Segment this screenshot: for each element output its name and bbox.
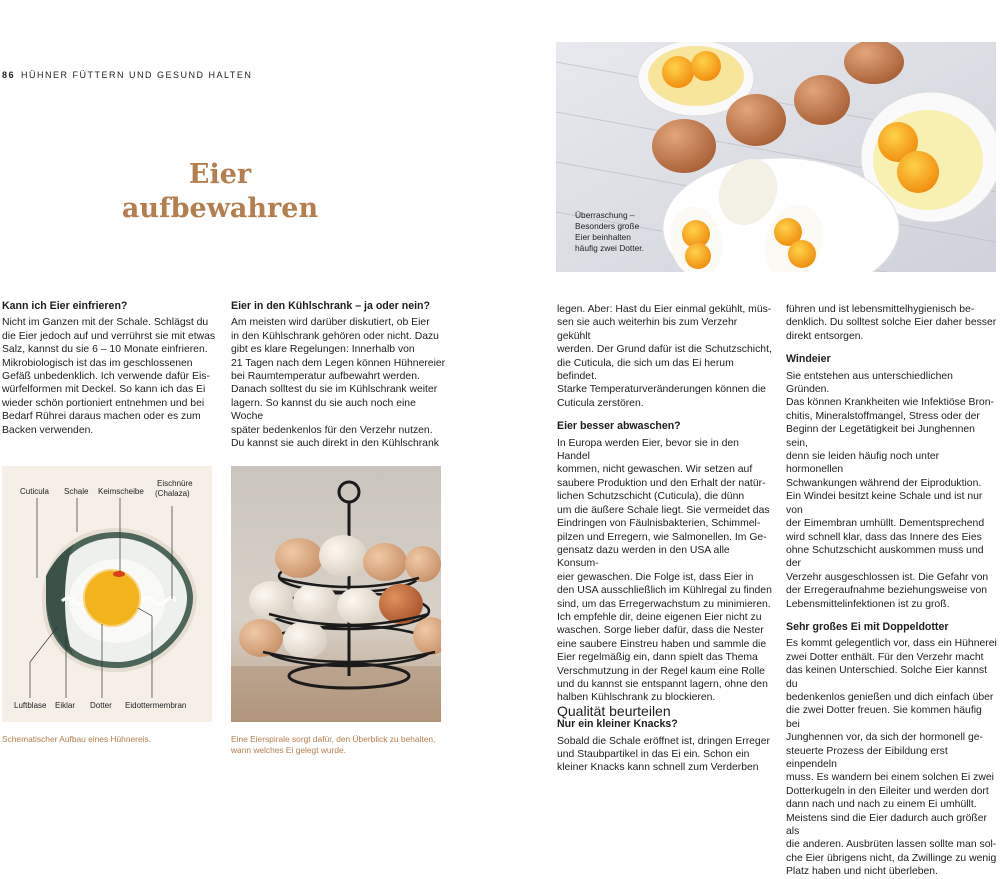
title-line-1: Eier [188,159,252,190]
egg-diagram [2,466,212,722]
col4-line-4: denn sie leiden häufig noch unter hormonellen [786,451,940,476]
label-cuticula: Cuticula [20,487,49,496]
label-luftblase: Luftblase [14,701,47,710]
col3-line-11: Ich empfehle dir, deine eigenen Eier nicht zu [557,611,762,623]
spiral-caption-line-1: Eine Eierspirale sorgt dafür, den Überblick zu behalten, [231,734,436,744]
col1-line-4: Gefäß unbedenklich. Ich verwende dafür Eis- [2,371,210,383]
section-title-quality: Qualität beurteilen [557,702,671,719]
col2-line-7: später bedenkenlos für den Verzehr nutzen. [231,424,433,436]
col3-line-1: kommen, nicht gewaschen. Wir setzen auf [557,464,753,476]
label-eischnuere: Eischnüre [157,479,193,488]
col2-line-5: Danach solltest du sie im Kühlschrank weiter [231,384,438,396]
label-keimscheibe: Keimscheibe [98,487,144,496]
label-dotter: Dotter [90,701,112,710]
column-washing [557,303,772,775]
col3-line2-0: Sobald die Schale eröffnet ist, dringen Erreger [557,735,770,747]
col4-line-7: der Eimembran umhüllt. Dementsprechend [786,518,985,530]
col2-line-3: 21 Tagen nach dem Legen können Hühnereier [231,357,446,369]
column-wind-eggs [786,303,998,879]
col4-line2-6: steuerte Prozess der Eibildung erst einpendeln [786,745,948,770]
col4-line-12: Lebensmittelinfektionen ist zu groß. [786,598,950,610]
col3-intro-0: legen. Aber: Hast du Eier einmal gekühlt, müs- [557,304,772,315]
spiral-caption-line-2: wann welches Ei gelegt wurde. [231,745,346,755]
col4-line2-8: Dotterkugeln in den Eileiter und werden dort [786,785,989,797]
col2-line-8: Du kannst sie auch direkt in den Kühlschrank [231,438,439,450]
egg-spiral-photo [231,466,441,722]
page-title [100,158,340,226]
col4-line-2: chitis, Mineralstoffmangel, Stress oder der [786,410,980,422]
label-schale: Schale [64,487,89,496]
col3-line-8: eier gewaschen. Die Folge ist, dass Eier in [557,571,754,583]
photo-caption [575,210,665,254]
col3-line-7: gensatz dazu werden in den USA alle Konsum- [557,544,730,570]
col4-intro-1: denklich. Du solltest solche Eier daher besser [786,317,997,329]
label-eidottermembran: Eidottermembran [125,701,187,710]
col3-line-16: und du kannst sie entspannt lagern, ohne den [557,678,768,690]
page-number: 86 [2,70,16,80]
col4-line2-7: muss. Es wandern bei einem solchen Ei zwei [786,772,994,784]
heading-wind-eggs: Windeier [786,353,831,366]
col4-line2-12: che Eier übrigens nicht, da Zwillinge zu wenig [786,852,997,864]
col3-intro-5: Cuticula zerstören. [557,397,644,409]
col3-line-14: Eier regelmäßig ein, dann spielt das Thema [557,652,758,664]
col3-intro-2: werden. Der Grund dafür ist die Schutzschicht, [557,344,772,356]
col3-line-12: waschen. Sorge lieber dafür, dass die Nester [557,625,764,637]
heading-double-yolk: Sehr großes Ei mit Doppeldotter [786,620,949,633]
col1-line-7: Bedarf Rührei daraus machen oder es zum [2,411,201,423]
germinal-disc-shape [113,571,125,577]
col1-line-2: Salz, kannst du sie 6 – 10 Monate einfrieren. [2,344,208,356]
col1-line-1: die Eier jedoch auf und verrührst sie mit etwas [2,330,216,342]
col4-line-11: der Erregeraufnahme beziehungsweise von [786,585,988,597]
col2-line-6: lagern. So kannst du sie auch noch eine Woche [231,397,416,423]
col4-line-5: Schwankungen während der Eiproduktion. [786,477,982,489]
col1-line-8: Backen verwenden. [2,424,94,436]
col2-line-0: Am meisten wird darüber diskutiert, ob Eier [231,317,430,329]
col4-line-6: Ein Windei besitzt keine Schale und ist nur von [786,491,983,516]
heading-crack: Nur ein kleiner Knacks? [557,718,678,731]
col3-line-6: pilzen und Erregern, wie Salmonellen. Im Ge- [557,531,767,543]
col4-line2-11: die anderen. Ausbrüten lassen sollte man sol- [786,839,997,851]
col4-line2-0: Es kommt gelegentlich vor, dass ein Hühnerei [786,638,997,650]
col1-line-6: wieder schön portioniert entnehmen und bei [2,397,205,409]
col3-intro-3: die Cuticula, die sich um das Ei herum befindet. [557,357,734,383]
col3-line-15: Verschmutzung in der Regel kaum eine Rolle [557,665,765,677]
col3-line-0: In Europa werden Eier, bevor sie in den Handel [557,437,739,463]
col3-line-17: halben Kühlschrank zu blockieren. [557,692,716,704]
spiral-caption [231,734,446,756]
column-freezing [2,300,217,437]
col4-line2-3: bedenkenlos genießen und dich einfach über [786,691,994,703]
column-fridge [231,300,446,450]
running-head [2,70,252,80]
col2-line-2: gibt es klare Regelungen: Innerhalb von [231,344,415,356]
egg-diagram-illustration [2,466,212,722]
col1-line-3: Mikrobiologisch ist das im geschlossenen [2,357,193,369]
col4-line-8: wird schnell klar, dass das Innere des Eies [786,531,982,543]
heading-fridge: Eier in den Kühlschrank – ja oder nein? [231,300,430,312]
heading-washing: Eier besser abwaschen? [557,420,681,433]
col4-intro-2: direkt entsorgen. [786,330,864,342]
col4-line2-9: dann nach und nach zu einem Ei umhüllt. [786,799,977,811]
col1-line-5: würfelformen mit Deckel. So kann ich das Ei [2,384,206,396]
col3-line2-1: und Staubpartikel in das Ei ein. Schon ein [557,749,750,760]
running-head-title: HÜHNER FÜTTERN UND GESUND HALTEN [21,70,253,80]
photo-caption-line-4: häufig zwei Dotter. [575,243,644,253]
col4-line2-4: die zwei Dotter freuen. Sie kommen häufig bei [786,705,982,730]
col3-line-13: eine saubere Einstreu haben und sammle die [557,638,767,650]
col4-line-9: ohne Schutzschicht auskommen muss und der [786,544,984,570]
col3-line-4: um die äußere Schale liegt. Sie vermeidet das [557,504,770,516]
col3-line-5: Eindringen von Fäulnisbakterien, Schimmel- [557,518,761,530]
col1-line-0: Nicht im Ganzen mit der Schale. Schlägst du [2,317,209,329]
col4-line2-2: das keinen Unterschied. Solche Eier kannst du [786,665,987,690]
col3-line-9: den USA ausschließlich im Kühlregal zu finden [557,585,772,597]
title-line-2: aufbewahren [121,193,319,224]
heading-freezing: Kann ich Eier einfrieren? [2,300,128,312]
col4-line-0: Sie entstehen aus unterschiedlichen Gründen. [786,370,953,396]
label-eiklar: Eiklar [55,701,76,710]
col2-line-4: bei Raumtemperatur aufbewahrt werden. [231,371,420,383]
col4-intro-0: führen und ist lebensmittelhygienisch be- [786,304,975,315]
col3-line2-2: kleiner Knacks kann schnell zum Verderben [557,762,759,774]
col4-line2-10: Meistens sind die Eier dadurch auch größer als [786,812,987,838]
col3-intro-1: sen sie auch weiterhin bis zum Verzehr gekühlt [557,317,738,342]
col4-line2-13: Platz haben und nicht überleben. [786,866,938,878]
col4-line2-1: zwei Dotter enthält. Für den Verzehr macht [786,651,984,663]
egg-spiral-illustration [231,466,441,722]
col3-line-10: sind, um das Erregerwachstum zu minimieren. [557,598,771,610]
col3-line-2: saubere Produktion und den Erhalt der natür- [557,477,766,489]
label-chalaza: (Chalaza) [155,489,190,498]
diagram-caption: Schematischer Aufbau eines Hühnereis. [2,734,151,744]
photo-caption-line-3: Eier beinhalten [575,232,631,242]
col4-line-3: Beginn der Legetätigkeit bei Junghennen sein, [786,424,975,449]
col4-line-1: Das können Krankheiten wie Infektiöse Bron- [786,397,994,409]
col3-line-3: lichen Schutzschicht (Cuticula), die dünn [557,491,745,503]
col3-intro-4: Starke Temperaturveränderungen können die [557,384,766,396]
col2-line-1: in den Kühlschrank gehören oder nicht. Dazu [231,330,439,342]
col4-line-10: Verzehr ausgeschlossen ist. Die Gefahr von [786,571,989,583]
col4-line2-5: Junghennen vor, da sich der hormonell ge- [786,732,983,744]
photo-caption-line-1: Überraschung – [575,210,635,220]
photo-caption-line-2: Besonders große [575,221,640,231]
